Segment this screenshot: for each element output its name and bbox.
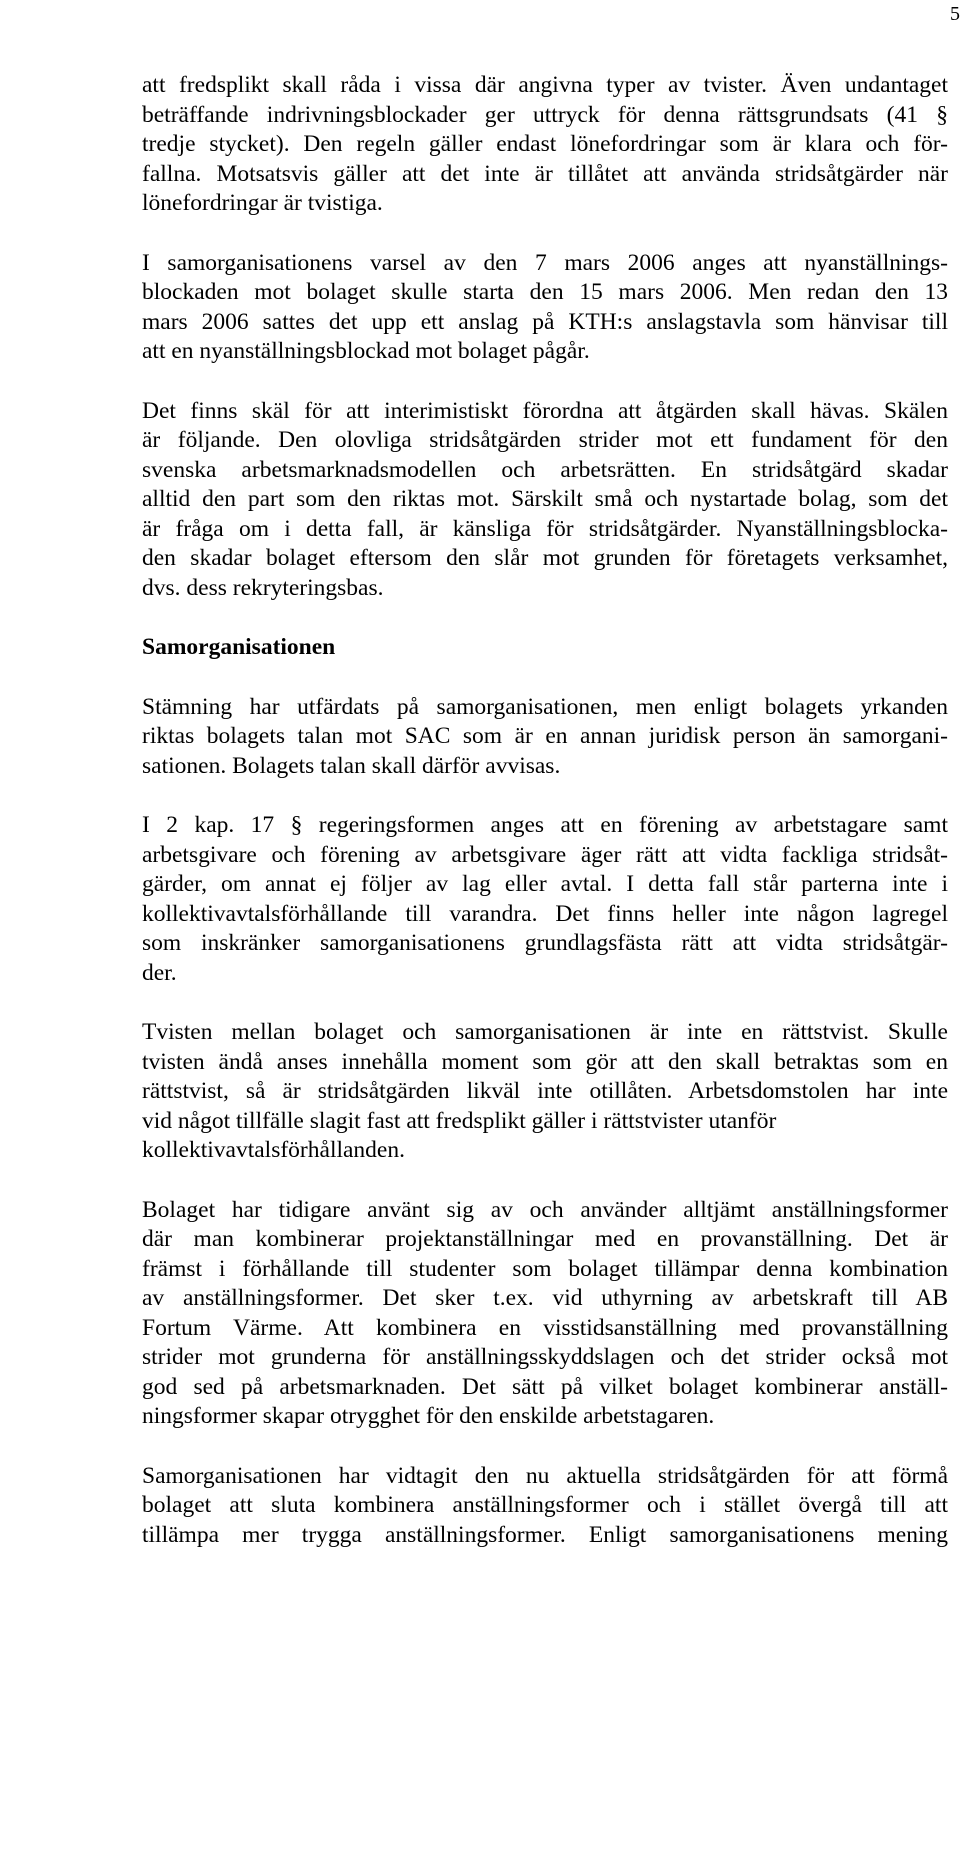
text-line: lönefordringar är tvistiga.: [142, 190, 383, 216]
text-line: tvisten ändå anses innehålla moment som gör att den skall betraktas som en: [142, 1048, 948, 1075]
text-line: att en nyanställningsblockad mot bolaget pågår.: [142, 338, 590, 364]
text-line: rättstvist, så är stridsåtgärden likväl inte otillåten. Arbetsdomstolen har inte: [142, 1078, 948, 1104]
text-line: alltid den part som den riktas mot. Särskilt små och nystartade bolag, som det: [142, 486, 948, 512]
text-line: Fortum Värme. Att kombinera en visstidsanställning med provanställning: [142, 1314, 948, 1341]
text-line: mars 2006 sattes det upp ett anslag på KTH:s anslagstavla som hänvisar till: [142, 308, 948, 335]
text-line: vid något tillfälle slagit fast att fredsplikt gäller i rättstvister utanför: [142, 1107, 777, 1134]
text-line: av anställningsformer. Det sker t.ex. vid uthyrning av arbetskraft till AB: [142, 1285, 948, 1311]
text-line: den skadar bolaget eftersom den slår mot grunden för företagets verksamhet,: [142, 545, 948, 571]
document-body: [142, 71, 948, 1550]
text-line: Samorganisationen: [142, 634, 336, 660]
text-line: Tvisten mellan bolaget och samorganisationen är inte en rättstvist. Skulle: [142, 1019, 948, 1045]
paragraph: [142, 1196, 948, 1432]
text-line: som inskränker samorganisationens grundlagsfästa rätt att vidta stridsåtgär-: [142, 930, 948, 956]
text-line: riktas bolagets talan mot SAC som är en annan juridisk person än samorgani-: [142, 723, 948, 749]
text-line: dvs. dess rekryteringsbas.: [142, 574, 384, 601]
text-line: Stämning har utfärdats på samorganisationen, men enligt bolagets yrkanden: [142, 693, 948, 720]
text-line: där man kombinerar projektanställningar med en provanställning. Det är: [142, 1226, 948, 1252]
text-line: strider mot grunderna för anställningsskyddslagen och det strider också mot: [142, 1344, 948, 1370]
page-number: 5: [950, 3, 960, 25]
text-line: arbetsgivare och förening av arbetsgivare äger rätt att vidta fackliga stridsåt-: [142, 841, 948, 868]
text-line: är fråga om i detta fall, är känsliga för stridsåtgärder. Nyanställningsblocka-: [142, 515, 948, 542]
text-line: Samorganisationen har vidtagit den nu aktuella stridsåtgärden för att förmå: [142, 1462, 948, 1489]
text-line: beträffande indrivningsblockader ger uttryck för denna rättsgrundsats (41 §: [142, 101, 948, 128]
text-line: Det finns skäl för att interimistiskt förordna att åtgärden skall hävas. Skälen: [142, 397, 948, 424]
text-line: blockaden mot bolaget skulle starta den 15 mars 2006. Men redan den 13: [142, 279, 948, 305]
text-line: svenska arbetsmarknadsmodellen och arbetsrätten. En stridsåtgärd skadar: [142, 456, 948, 483]
text-line: tredje stycket). Den regeln gäller endast lönefordringar som är klara och för-: [142, 131, 948, 157]
text-line: fallna. Motsatsvis gäller att det inte är tillåtet att använda stridsåtgärder när: [142, 160, 948, 187]
text-line: kollektivavtalsförhållanden.: [142, 1137, 405, 1163]
text-line: bolaget att sluta kombinera anställningsformer och i stället övergå till att: [142, 1492, 948, 1518]
text-line: sationen. Bolagets talan skall därför avvisas.: [142, 752, 561, 779]
paragraph: [142, 811, 948, 988]
text-line: I samorganisationens varsel av den 7 mars 2006 anges att nyanställnings-: [142, 249, 948, 276]
text-line: I 2 kap. 17 § regeringsformen anges att en förening av arbetstagare samt: [142, 812, 948, 838]
text-line: ningsformer skapar otrygghet för den enskilde arbetstagaren.: [142, 1403, 715, 1429]
text-line: kollektivavtalsförhållande till varandra. Det finns heller inte någon lagregel: [142, 900, 948, 927]
text-line: Bolaget har tidigare använt sig av och använder alltjämt anställningsformer: [142, 1196, 948, 1223]
paragraph: [142, 693, 948, 782]
text-line: att fredsplikt skall råda i vissa där angivna typer av tvister. Även undantaget: [142, 72, 948, 98]
text-line: gärder, om annat ej följer av lag eller avtal. I detta fall står parterna inte i: [142, 871, 948, 897]
paragraph: [142, 71, 948, 219]
text-line: god sed på arbetsmarknaden. Det sätt på vilket bolaget kombinerar anställ-: [142, 1373, 948, 1400]
paragraph: [142, 249, 948, 367]
text-line: främst i förhållande till studenter som bolaget tillämpar denna kombination: [142, 1255, 948, 1282]
text-line: är följande. Den olovliga stridsåtgärden strider mot ett fundament för den: [142, 427, 948, 453]
paragraph: [142, 397, 948, 604]
text-line: der.: [142, 959, 177, 986]
paragraph: [142, 1018, 948, 1166]
text-line: tillämpa mer trygga anställningsformer. Enligt samorganisationens mening: [142, 1521, 948, 1548]
section-heading: [142, 633, 948, 663]
paragraph: [142, 1462, 948, 1551]
